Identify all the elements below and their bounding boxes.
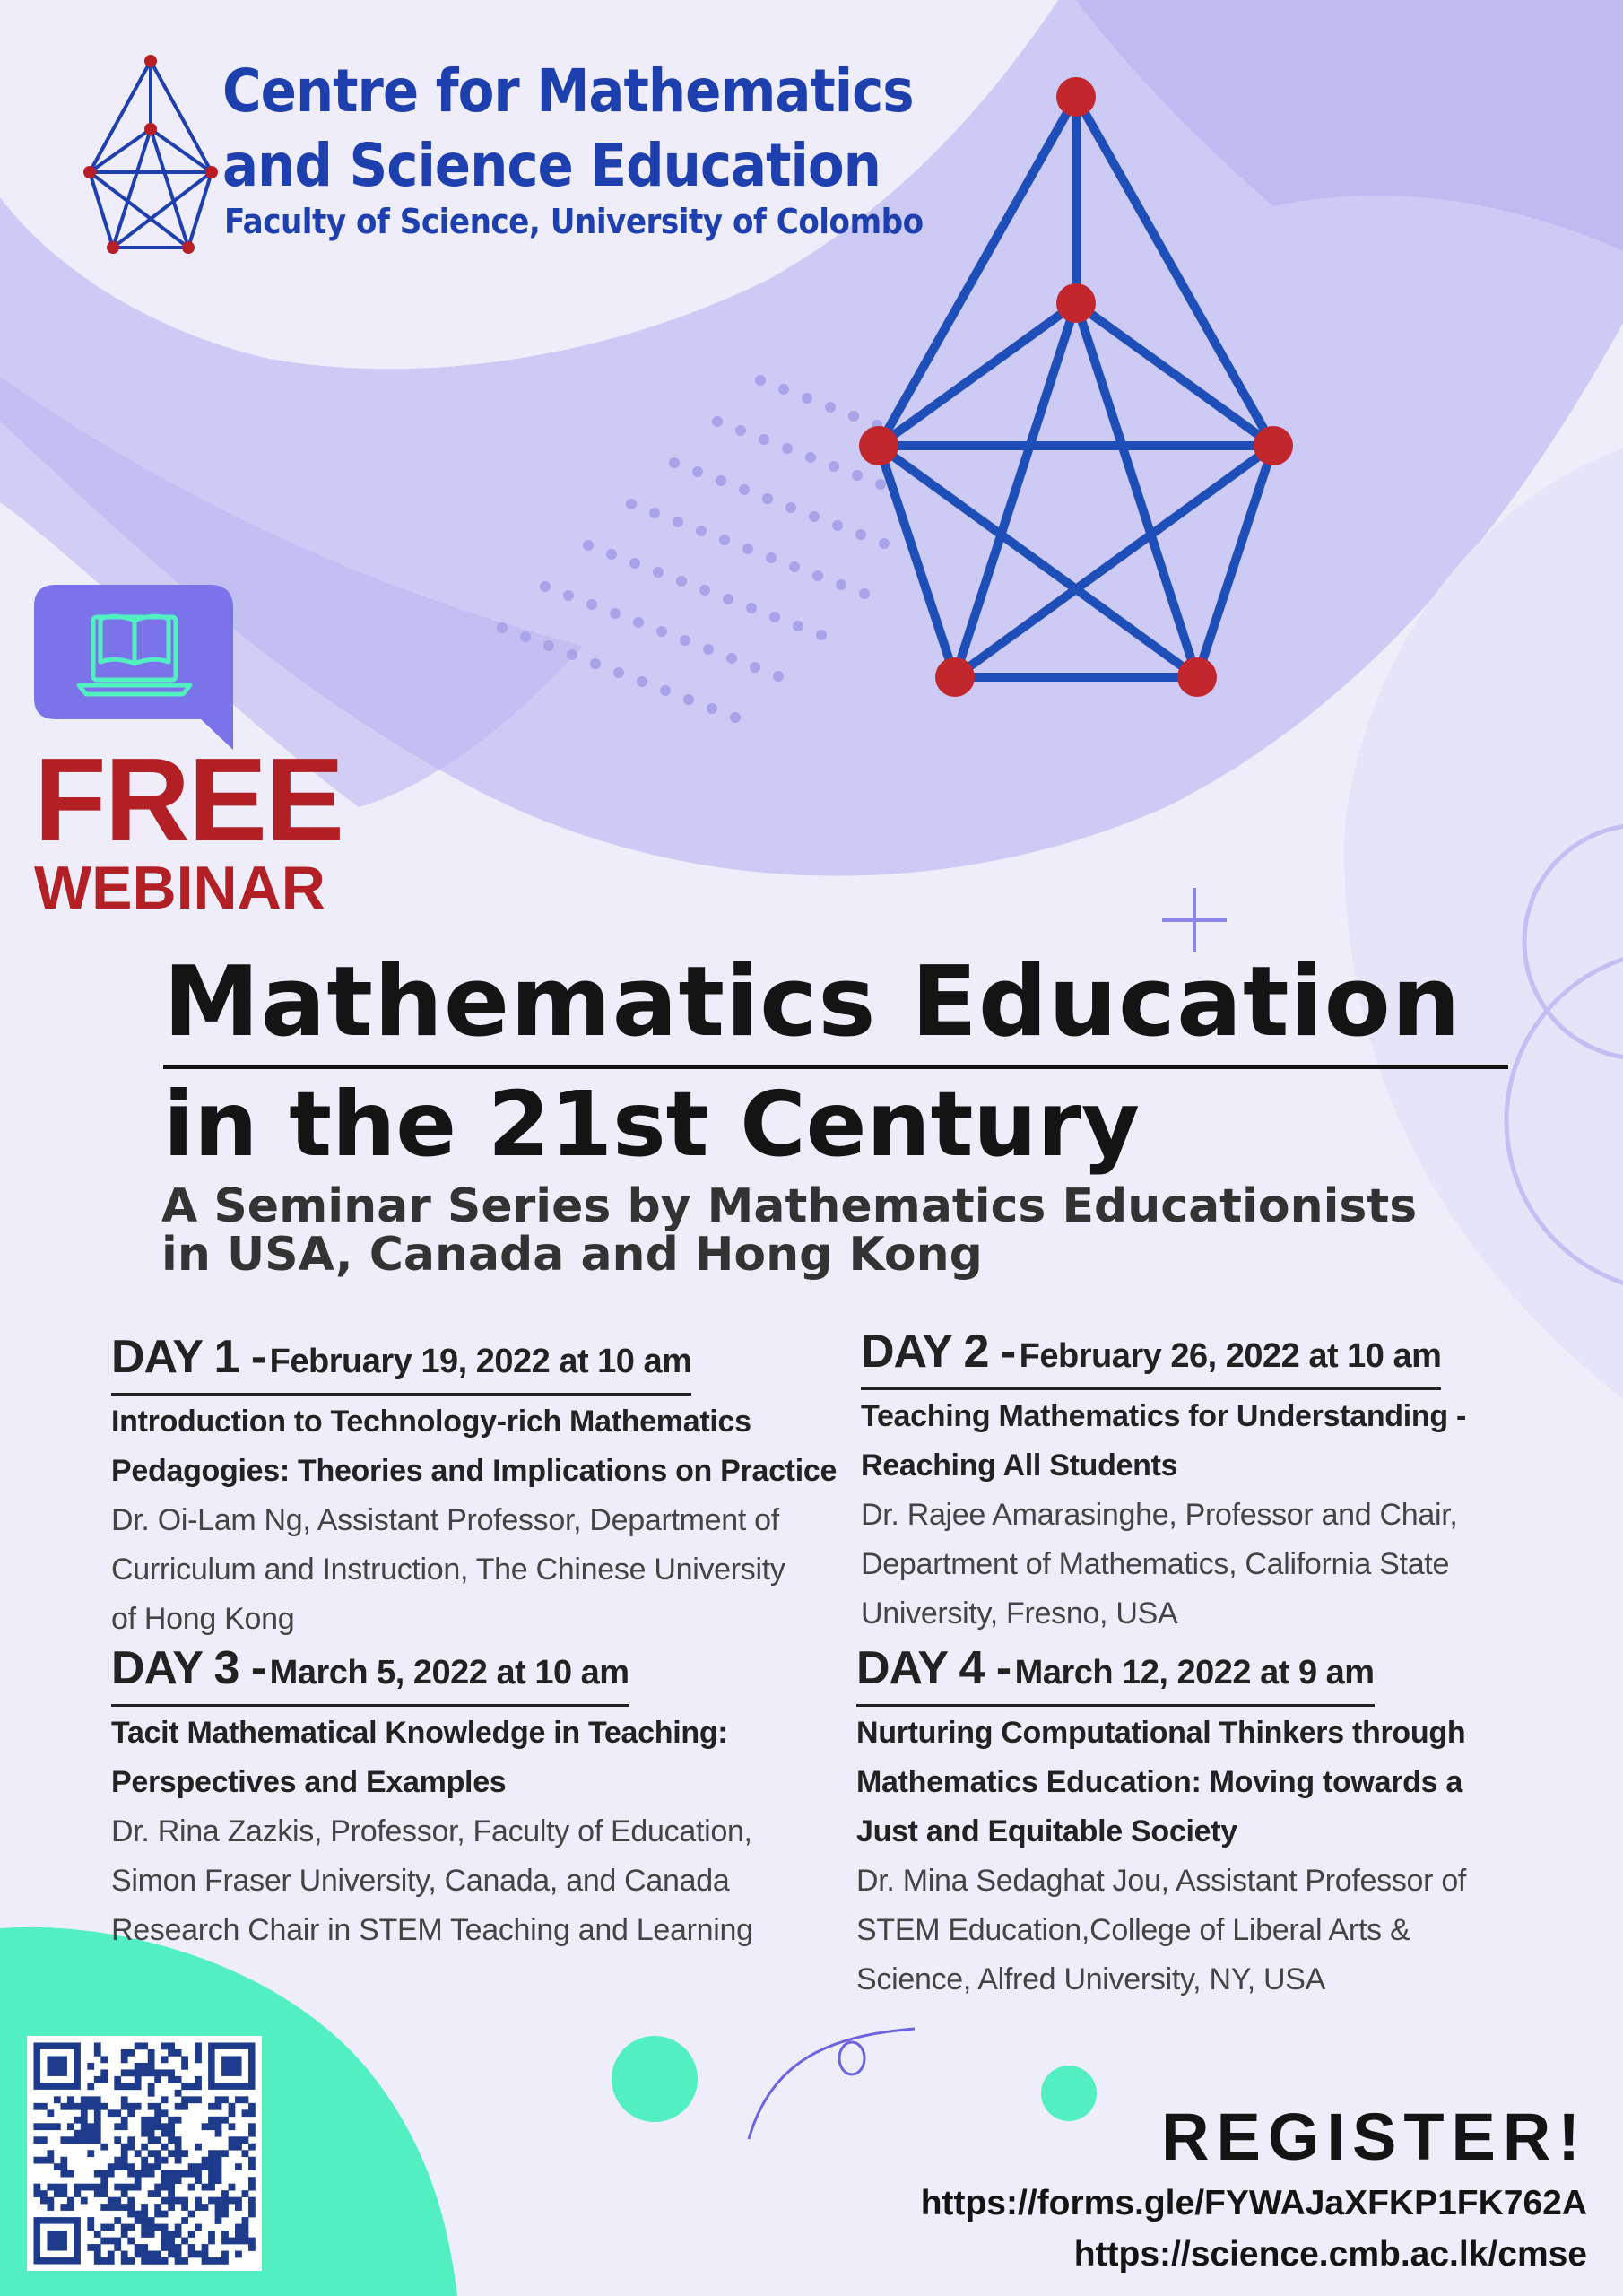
webinar-label: WEBINAR (34, 854, 325, 922)
day-4-date: March 12, 2022 at 9 am (1014, 1654, 1375, 1692)
day-4-speaker (856, 1857, 1601, 2005)
network-graph-illustration (843, 63, 1309, 709)
day-3-topic-line: Perspectives and Examples (111, 1765, 507, 1799)
day-4-speaker-line: Science, Alfred University, NY, USA (856, 1962, 1326, 1996)
main-title-line1: Mathematics Education (163, 946, 1462, 1058)
day-4-label: DAY 4 - (856, 1642, 1011, 1694)
day-4-speaker-line: STEM Education,College of Liberal Arts & (856, 1913, 1410, 1947)
subtitle (161, 1179, 1418, 1282)
day-1-speaker (111, 1496, 846, 1644)
main-title-line2: in the 21st Century (163, 1072, 1141, 1177)
day-3-speaker (111, 1807, 846, 1955)
org-name-line1: Centre for Mathematics (222, 57, 914, 126)
day-1-speaker-line: Curriculum and Instruction, The Chinese University (111, 1552, 785, 1587)
day-1-topic (111, 1397, 846, 1496)
centre-logo-icon (77, 52, 230, 260)
registration-qr-code[interactable] (27, 2036, 262, 2271)
day-3-speaker-line: Dr. Rina Zazkis, Professor, Faculty of Education, (111, 1814, 752, 1848)
day-2-topic-line: Reaching All Students (861, 1448, 1178, 1483)
qr-code-icon (27, 2036, 262, 2271)
day-4-session (856, 1642, 1601, 2005)
day-1-topic-line: Introduction to Technology-rich Mathematics (111, 1405, 751, 1439)
day-4-topic (856, 1709, 1601, 1857)
day-4-topic-line: Nurturing Computational Thinkers through (856, 1716, 1466, 1750)
day-2-label: DAY 2 - (861, 1326, 1016, 1378)
day-2-speaker-line: Dr. Rajee Amarasinghe, Professor and Chair, (861, 1498, 1458, 1532)
subtitle-line1: A Seminar Series by Mathematics Educationists (161, 1179, 1418, 1233)
day-3-heading (111, 1642, 629, 1707)
day-3-speaker-line: Research Chair in STEM Teaching and Learning (111, 1913, 753, 1947)
org-name-line2: and Science Education (222, 131, 881, 200)
cmse-website-link[interactable]: https://science.cmb.ac.lk/cmse (1073, 2235, 1587, 2274)
day-4-topic-line: Just and Equitable Society (856, 1814, 1237, 1848)
day-1-topic-line: Pedagogies: Theories and Implications on Practice (111, 1454, 838, 1488)
day-2-speaker-line: University, Fresno, USA (861, 1596, 1178, 1631)
free-label: FREE (34, 734, 343, 865)
day-3-session (111, 1642, 846, 1955)
day-1-session (111, 1331, 846, 1644)
day-3-label: DAY 3 - (111, 1642, 266, 1694)
day-3-speaker-line: Simon Fraser University, Canada, and Canada (111, 1864, 730, 1898)
day-1-speaker-line: Dr. Oi-Lam Ng, Assistant Professor, Department of (111, 1503, 779, 1537)
laptop-book-icon (34, 585, 235, 750)
day-3-date: March 5, 2022 at 10 am (269, 1654, 629, 1692)
day-1-heading (111, 1331, 692, 1396)
day-4-topic-line: Mathematics Education: Moving towards a (856, 1765, 1462, 1799)
day-3-topic (111, 1709, 846, 1807)
day-2-topic-line: Teaching Mathematics for Understanding - (861, 1399, 1467, 1433)
day-2-speaker-line: Department of Mathematics, California State (861, 1547, 1450, 1581)
day-2-date: February 26, 2022 at 10 am (1019, 1337, 1442, 1375)
register-heading: REGISTER! (1161, 2100, 1587, 2174)
day-1-speaker-line: of Hong Kong (111, 1602, 295, 1636)
org-faculty: Faculty of Science, University of Colombo (224, 202, 924, 241)
day-2-topic (861, 1392, 1596, 1491)
day-2-session (861, 1326, 1596, 1639)
day-3-topic-line: Tacit Mathematical Knowledge in Teaching: (111, 1716, 728, 1750)
registration-form-link[interactable]: https://forms.gle/FYWAJaXFKP1FK762A (920, 2184, 1587, 2222)
day-4-speaker-line: Dr. Mina Sedaghat Jou, Assistant Professor of (856, 1864, 1467, 1898)
day-2-speaker (861, 1491, 1596, 1639)
day-4-heading (856, 1642, 1375, 1707)
day-1-date: February 19, 2022 at 10 am (269, 1343, 692, 1380)
day-2-heading (861, 1326, 1442, 1390)
day-1-label: DAY 1 - (111, 1331, 266, 1383)
subtitle-line2: in USA, Canada and Hong Kong (161, 1228, 983, 1282)
